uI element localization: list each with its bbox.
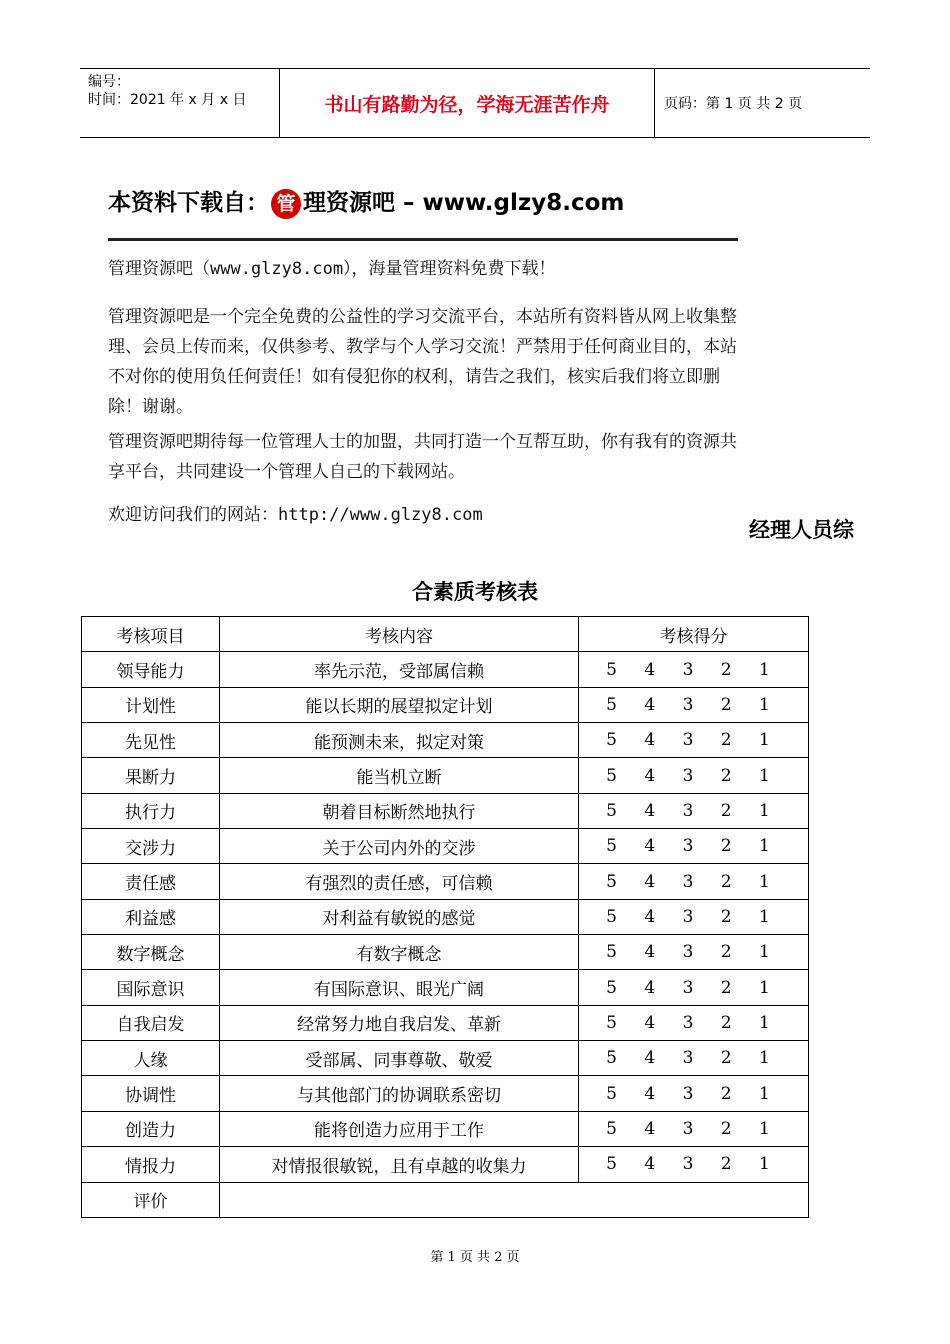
table-header-row [82, 617, 809, 652]
assessment-table [81, 616, 809, 1218]
assessment-score: 5 4 3 2 1 [579, 723, 809, 758]
assessment-content: 有数字概念 [220, 935, 579, 970]
document-date: 时间：2021 年 x 月 x 日 [88, 92, 247, 108]
assessment-content: 与其他部门的协调联系密切 [220, 1076, 579, 1111]
intro-paragraph-2: 管理资源吧期待每一位管理人士的加盟，共同打造一个互帮互助，你有我有的资源共享平台，共同建设一个管理人自己的下载网站。 [108, 432, 737, 482]
table-row [82, 1005, 809, 1040]
column-header: 考核项目 [82, 617, 220, 652]
assessment-score: 5 4 3 2 1 [579, 829, 809, 864]
assessment-score: 5 4 3 2 1 [579, 1111, 809, 1146]
assessment-content: 能将创造力应用于工作 [220, 1111, 579, 1146]
assessment-content: 经常努力地自我启发、革新 [220, 1005, 579, 1040]
column-header: 考核得分 [579, 617, 809, 652]
assessment-content: 有强烈的责任感，可信赖 [220, 864, 579, 899]
evaluation-field[interactable] [220, 1182, 809, 1217]
assessment-score: 5 4 3 2 1 [579, 793, 809, 828]
assessment-item: 数字概念 [82, 935, 220, 970]
table-row [82, 935, 809, 970]
assessment-item: 先见性 [82, 723, 220, 758]
assessment-item: 责任感 [82, 864, 220, 899]
document-number: 编号： [88, 74, 130, 90]
assessment-score: 5 4 3 2 1 [579, 652, 809, 687]
assessment-item: 人缘 [82, 1041, 220, 1076]
assessment-content: 有国际意识、眼光广阔 [220, 970, 579, 1005]
table-row [82, 687, 809, 722]
assessment-score: 5 4 3 2 1 [579, 864, 809, 899]
assessment-item: 国际意识 [82, 970, 220, 1005]
assessment-score: 5 4 3 2 1 [579, 1041, 809, 1076]
header-page-info: 页码：第 1 页 共 2 页 [664, 96, 803, 112]
assessment-content: 受部属、同事尊敬、敬爱 [220, 1041, 579, 1076]
assessment-item: 自我启发 [82, 1005, 220, 1040]
table-row [82, 899, 809, 934]
assessment-score: 5 4 3 2 1 [579, 899, 809, 934]
assessment-item: 协调性 [82, 1076, 220, 1111]
assessment-content: 对情报很敏锐，且有卓越的收集力 [220, 1147, 579, 1182]
header-motto: 书山有路勤为径，学海无涯苦作舟 [280, 69, 655, 137]
assessment-content: 对利益有敏锐的感觉 [220, 899, 579, 934]
header-meta [80, 69, 280, 137]
table-row [82, 758, 809, 793]
table-row [82, 1041, 809, 1076]
assessment-item: 领导能力 [82, 652, 220, 687]
assessment-item: 果断力 [82, 758, 220, 793]
table-row [82, 1076, 809, 1111]
table-row [82, 829, 809, 864]
table-row [82, 793, 809, 828]
page-footer: 第 1 页 共 2 页 [430, 1250, 520, 1265]
banner-site-name: 理资源吧 – www.glzy8.com [303, 190, 625, 216]
evaluation-row [82, 1182, 809, 1217]
evaluation-label: 评价 [82, 1182, 220, 1217]
title-part-1: 经理人员综 [749, 517, 854, 542]
assessment-score: 5 4 3 2 1 [579, 1076, 809, 1111]
table-row [82, 864, 809, 899]
download-banner [108, 180, 738, 241]
page-title: 合素质考核表 [412, 579, 538, 604]
banner-prefix: 本资料下载自： [108, 190, 269, 216]
assessment-score: 5 4 3 2 1 [579, 1147, 809, 1182]
page-header [80, 68, 870, 138]
table-row [82, 970, 809, 1005]
table-row [82, 1147, 809, 1182]
table-row [82, 652, 809, 687]
intro-paragraph: 管理资源吧是一个完全免费的公益性的学习交流平台，本站所有资料皆从网上收集整理、会员上传而来，仅供参考、教学与个人学习交流！严禁用于任何商业目的，本站不对你的使用负任何责任！如有侵犯你的权利，请告之我们，核实后我们将立即删除！谢谢。 [108, 307, 737, 417]
assessment-item: 创造力 [82, 1111, 220, 1146]
assessment-item: 交涉力 [82, 829, 220, 864]
logo-icon: 管 [271, 189, 301, 219]
assessment-score: 5 4 3 2 1 [579, 687, 809, 722]
assessment-content: 能以长期的展望拟定计划 [220, 687, 579, 722]
assessment-content: 率先示范，受部属信赖 [220, 652, 579, 687]
assessment-item: 情报力 [82, 1147, 220, 1182]
assessment-score: 5 4 3 2 1 [579, 935, 809, 970]
table-row [82, 1111, 809, 1146]
assessment-content: 关于公司内外的交涉 [220, 829, 579, 864]
assessment-item: 执行力 [82, 793, 220, 828]
assessment-content: 能预测未来，拟定对策 [220, 723, 579, 758]
assessment-score: 5 4 3 2 1 [579, 1005, 809, 1040]
assessment-score: 5 4 3 2 1 [579, 758, 809, 793]
column-header: 考核内容 [220, 617, 579, 652]
assessment-item: 计划性 [82, 687, 220, 722]
assessment-content: 能当机立断 [220, 758, 579, 793]
table-row [82, 723, 809, 758]
banner-text [108, 184, 624, 219]
intro-line: 管理资源吧（www.glzy8.com），海量管理资料免费下载！ [108, 259, 556, 279]
assessment-score: 5 4 3 2 1 [579, 970, 809, 1005]
assessment-content: 朝着目标断然地执行 [220, 793, 579, 828]
website-link[interactable]: 欢迎访问我们的网站：http://www.glzy8.com [108, 505, 483, 525]
assessment-item: 利益感 [82, 899, 220, 934]
